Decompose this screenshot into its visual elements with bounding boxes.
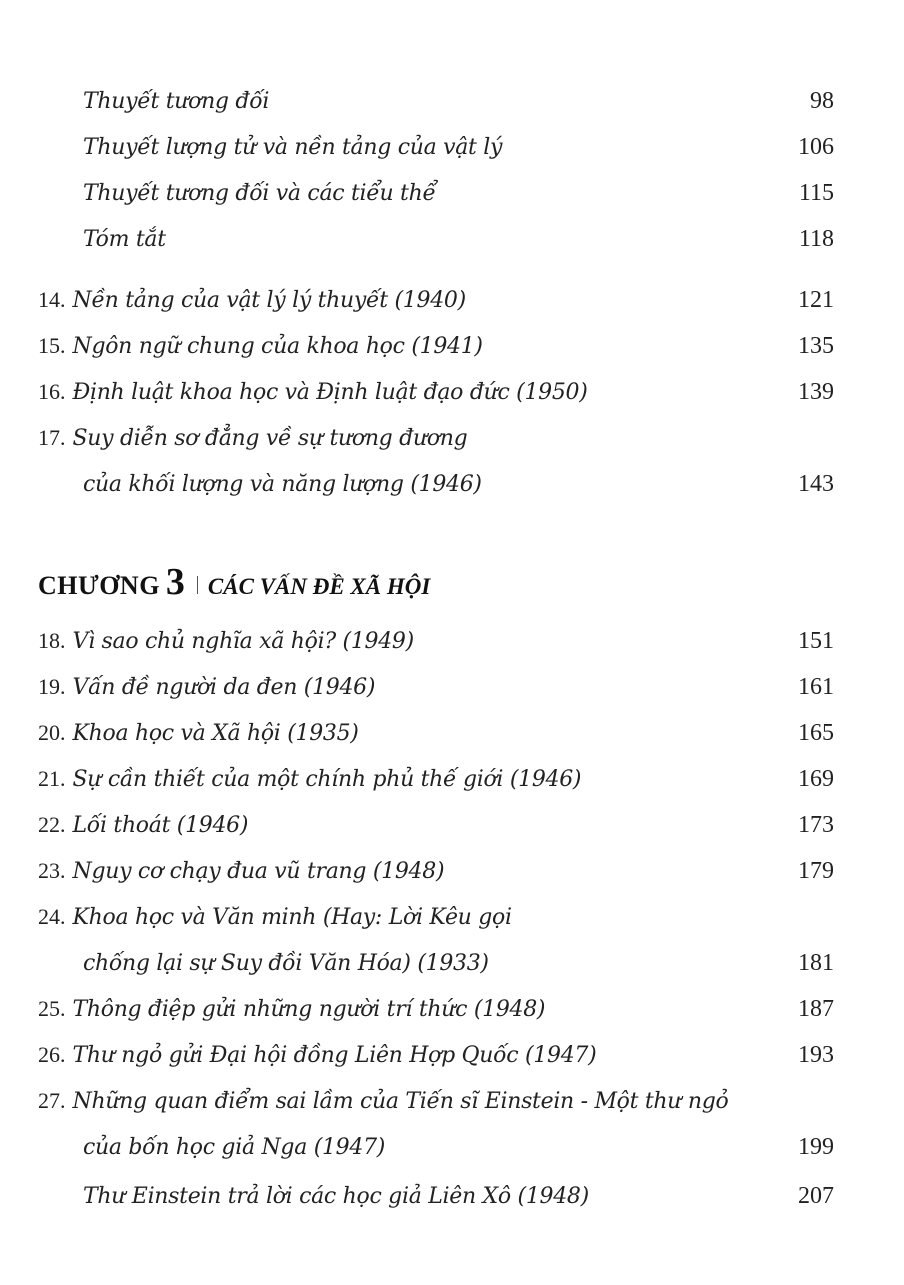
toc-entry-page: 187	[798, 996, 834, 1022]
toc-entry-title: của bốn học giả Nga (1947)	[83, 1135, 386, 1160]
toc-entry-page: 199	[798, 1134, 834, 1160]
toc-entry-page: 98	[810, 88, 834, 114]
toc-entry[interactable]	[38, 285, 834, 316]
toc-entry-number: 18.	[38, 628, 66, 653]
toc-entry-number: 14.	[38, 287, 66, 312]
toc-entry[interactable]	[38, 856, 834, 887]
toc-entry[interactable]	[38, 1086, 834, 1117]
toc-entry-number: 22.	[38, 812, 66, 837]
toc-entry[interactable]	[38, 626, 834, 657]
toc-entry-number: 25.	[38, 996, 66, 1021]
toc-entry-page: 161	[798, 674, 834, 700]
toc-entry[interactable]	[38, 1040, 834, 1071]
toc-entry-title: Vấn đề người da đen (1946)	[72, 675, 376, 700]
chapter-number: 3	[165, 561, 185, 603]
chapter-label: CHƯƠNG	[38, 571, 160, 600]
toc-entry[interactable]	[83, 224, 834, 255]
toc-entry[interactable]	[38, 672, 834, 703]
toc-entry-title: Lối thoát (1946)	[72, 813, 249, 838]
toc-entry-page: 115	[798, 180, 834, 206]
toc-entry[interactable]	[38, 718, 834, 749]
toc-entry[interactable]	[83, 178, 834, 209]
toc-entry-continuation[interactable]	[83, 948, 834, 979]
toc-entry-number: 23.	[38, 858, 66, 883]
toc-entry-title: Thư ngỏ gửi Đại hội đồng Liên Hợp Quốc (1947)	[72, 1043, 597, 1068]
toc-entry-title: Thư Einstein trả lời các học giả Liên Xô (1948)	[83, 1184, 589, 1209]
toc-entry[interactable]	[83, 86, 834, 117]
chapter-divider	[197, 576, 198, 594]
toc-entry-title: Những quan điểm sai lầm của Tiến sĩ Einstein - Một thư ngỏ	[72, 1089, 729, 1114]
toc-entry[interactable]	[38, 423, 834, 454]
toc-entry-title: của khối lượng và năng lượng (1946)	[83, 472, 482, 497]
toc-entry[interactable]	[83, 132, 834, 163]
toc-entry[interactable]	[38, 902, 834, 933]
toc-entry-number: 20.	[38, 720, 66, 745]
chapter-title: CÁC VẤN ĐỀ XÃ HỘI	[207, 574, 431, 599]
toc-entry-page: 179	[798, 858, 834, 884]
toc-entry-title: Khoa học và Văn minh (Hay: Lời Kêu gọi	[72, 905, 512, 930]
toc-entry-title: chống lại sự Suy đồi Văn Hóa) (1933)	[83, 951, 489, 976]
toc-entry[interactable]	[38, 377, 834, 408]
toc-entry-title: Thuyết tương đối và các tiểu thể	[83, 181, 436, 206]
toc-entry-title: Thông điệp gửi những người trí thức (1948)	[72, 997, 546, 1022]
toc-entry[interactable]	[38, 764, 834, 795]
toc-entry-title: Ngôn ngữ chung của khoa học (1941)	[72, 334, 483, 359]
toc-entry-continuation[interactable]	[83, 469, 834, 500]
toc-entry-title: Suy diễn sơ đẳng về sự tương đương	[72, 426, 468, 451]
toc-entry-page: 143	[798, 471, 834, 497]
toc-entry[interactable]	[38, 994, 834, 1025]
toc-entry-page: 207	[798, 1183, 834, 1209]
toc-entry-title: Thuyết tương đối	[83, 89, 270, 114]
toc-entry-number: 21.	[38, 766, 66, 791]
toc-entry-page: 165	[798, 720, 834, 746]
toc-entry-title: Nguy cơ chạy đua vũ trang (1948)	[72, 859, 445, 884]
toc-entry-page: 139	[798, 379, 834, 405]
toc-entry-page: 181	[798, 950, 834, 976]
toc-entry-page: 169	[798, 766, 834, 792]
toc-entry-number: 24.	[38, 904, 66, 929]
toc-entry-page: 106	[798, 134, 834, 160]
toc-entry-title: Nền tảng của vật lý lý thuyết (1940)	[72, 288, 466, 313]
toc-entry-page: 121	[798, 287, 834, 313]
toc-entry-number: 17.	[38, 425, 66, 450]
toc-entry-page: 173	[798, 812, 834, 838]
toc-entry-title: Sự cần thiết của một chính phủ thế giới (1946)	[72, 767, 582, 792]
toc-entry-title: Khoa học và Xã hội (1935)	[72, 721, 359, 746]
toc-entry[interactable]	[83, 1181, 834, 1212]
toc-entry-number: 15.	[38, 333, 66, 358]
toc-entry-number: 16.	[38, 379, 66, 404]
toc-entry-title: Vì sao chủ nghĩa xã hội? (1949)	[72, 629, 414, 654]
toc-entry-page: 118	[798, 226, 834, 252]
toc-entry[interactable]	[38, 810, 834, 841]
toc-entry-title: Tóm tắt	[83, 227, 166, 252]
toc-entry-title: Thuyết lượng tử và nền tảng của vật lý	[83, 135, 503, 160]
toc-entry-number: 26.	[38, 1042, 66, 1067]
toc-entry-continuation[interactable]	[83, 1132, 834, 1163]
chapter-heading	[38, 560, 430, 604]
toc-entry-page: 193	[798, 1042, 834, 1068]
toc-entry-number: 27.	[38, 1088, 66, 1113]
toc-entry-title: Định luật khoa học và Định luật đạo đức (1950)	[72, 380, 588, 405]
toc-entry-page: 151	[798, 628, 834, 654]
toc-entry-page: 135	[798, 333, 834, 359]
toc-entry[interactable]	[38, 331, 834, 362]
toc-entry-number: 19.	[38, 674, 66, 699]
